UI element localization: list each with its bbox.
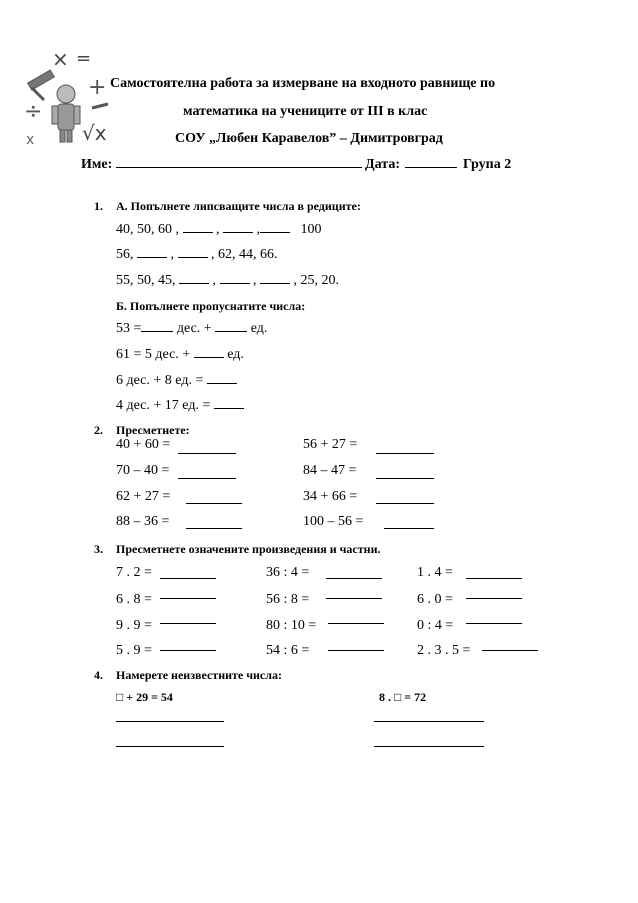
row2-start: 56, (116, 247, 134, 262)
row1-sep2: , (256, 222, 260, 237)
answer-line[interactable] (160, 578, 216, 579)
svg-text:=: = (76, 48, 92, 69)
svg-text:+: + (88, 75, 107, 100)
answer-line[interactable] (374, 746, 484, 747)
row1-start: 40, 50, 60 , (116, 222, 179, 237)
task4-number: 4. (94, 668, 103, 682)
task2-right-1: 84 – 47 = (303, 463, 357, 478)
answer-line[interactable] (466, 623, 522, 624)
task4-eq2: 8 . □ = 72 (379, 690, 427, 704)
blank[interactable] (183, 222, 213, 233)
row3-sep: , (212, 273, 216, 288)
blank[interactable] (194, 347, 224, 358)
answer-line[interactable] (466, 578, 522, 579)
answer-line[interactable] (326, 598, 382, 599)
answer-line[interactable] (116, 721, 224, 722)
b1-mid: дес. + (176, 321, 212, 336)
task3-c2-0: 36 : 4 = (266, 565, 310, 580)
answer-line[interactable] (376, 503, 434, 504)
b1-start: 53 = (116, 321, 142, 336)
task4-title: Намерете неизвестните числа: (116, 668, 282, 682)
task2-number: 2. (94, 423, 103, 437)
task3-c1-1: 6 . 8 = (116, 592, 152, 607)
row3-sep2: , (253, 273, 257, 288)
b2-start: 61 = 5 дес. + (116, 347, 191, 362)
task1-b1 (116, 321, 267, 337)
task3-c1-2: 9 . 9 = (116, 618, 152, 633)
task3-c2-2: 80 : 10 = (266, 618, 317, 633)
svg-text:√x: √x (82, 121, 107, 145)
svg-text:x: x (26, 132, 35, 148)
task1-title-a: А. Попълнете липсващите числа в редиците: (116, 199, 361, 213)
answer-line[interactable] (178, 478, 236, 479)
task1-row3 (116, 273, 339, 289)
task4-eq1: □ + 29 = 54 (116, 690, 173, 704)
header-school: СОУ „Любен Каравелов” – Димитровград (175, 131, 443, 146)
answer-line[interactable] (466, 598, 522, 599)
answer-line[interactable] (328, 623, 384, 624)
task3-c1-3: 5 . 9 = (116, 643, 152, 658)
b2-end: ед. (227, 347, 244, 362)
task3-c3-0: 1 . 4 = (417, 565, 453, 580)
task2-title: Пресметнете: (116, 423, 190, 437)
answer-line[interactable] (374, 721, 484, 722)
blank[interactable] (137, 247, 167, 258)
blank[interactable] (179, 273, 209, 284)
task1-title-b: Б. Попълнете пропуснатите числа: (116, 299, 306, 313)
answer-line[interactable] (160, 623, 216, 624)
row2-sep: , (170, 247, 174, 262)
math-clipart-icon (22, 48, 118, 148)
answer-line[interactable] (116, 746, 224, 747)
blank[interactable] (207, 373, 237, 384)
task3-c3-1: 6 . 0 = (417, 592, 453, 607)
task2-left-3: 88 – 36 = (116, 514, 170, 529)
header-title-line1: Самостоятелна работа за измерване на входното равнище по (110, 76, 496, 91)
answer-line[interactable] (376, 453, 434, 454)
task3-c3-2: 0 : 4 = (417, 618, 454, 633)
blank[interactable] (220, 273, 250, 284)
blank[interactable] (141, 321, 173, 332)
row3-end: , 25, 20. (293, 273, 339, 288)
answer-line[interactable] (326, 578, 382, 579)
blank[interactable] (223, 222, 253, 233)
name-label: Име: (81, 157, 113, 172)
task3-c3-3: 2 . 3 . 5 = (417, 643, 471, 658)
b3-start: 6 дес. + 8 ед. = (116, 373, 204, 388)
name-field-line[interactable] (116, 167, 362, 168)
task3-c2-3: 54 : 6 = (266, 643, 310, 658)
task1-b3 (116, 373, 237, 389)
answer-line[interactable] (160, 650, 216, 651)
answer-line[interactable] (376, 478, 434, 479)
task2-left-0: 40 + 60 = (116, 437, 171, 452)
task1-row2 (116, 247, 278, 263)
row1-end: 100 (300, 222, 322, 237)
task2-left-1: 70 – 40 = (116, 463, 170, 478)
task1-b2 (116, 347, 244, 363)
answer-line[interactable] (482, 650, 538, 651)
svg-text:÷: ÷ (24, 99, 43, 124)
task1-number: 1. (94, 199, 103, 213)
task2-left-2: 62 + 27 = (116, 489, 171, 504)
row2-end: , 62, 44, 66. (211, 247, 278, 262)
task1-b4 (116, 398, 244, 414)
answer-line[interactable] (328, 650, 384, 651)
date-field-line[interactable] (405, 167, 457, 168)
answer-line[interactable] (384, 528, 434, 529)
date-label: Дата: (365, 157, 400, 172)
header-title-line2: математика на учениците от III в клас (183, 104, 428, 119)
task3-c2-1: 56 : 8 = (266, 592, 310, 607)
answer-line[interactable] (186, 503, 242, 504)
task2-right-0: 56 + 27 = (303, 437, 358, 452)
blank[interactable] (260, 222, 290, 233)
row1-sep: , (216, 222, 220, 237)
answer-line[interactable] (186, 528, 242, 529)
b4-start: 4 дес. + 17 ед. = (116, 398, 211, 413)
row3-start: 55, 50, 45, (116, 273, 176, 288)
task2-right-3: 100 – 56 = (303, 514, 364, 529)
blank[interactable] (178, 247, 208, 258)
svg-text:×: × (52, 48, 69, 71)
task3-number: 3. (94, 542, 103, 556)
blank[interactable] (260, 273, 290, 284)
task3-title: Пресметнете означените произведения и частни. (116, 542, 381, 556)
task1-row1 (116, 222, 322, 238)
blank[interactable] (215, 321, 247, 332)
task2-right-2: 34 + 66 = (303, 489, 358, 504)
b1-end: ед. (250, 321, 268, 336)
group-label: Група 2 (463, 157, 512, 172)
blank[interactable] (214, 398, 244, 409)
answer-line[interactable] (160, 598, 216, 599)
answer-line[interactable] (178, 453, 236, 454)
task3-c1-0: 7 . 2 = (116, 565, 152, 580)
